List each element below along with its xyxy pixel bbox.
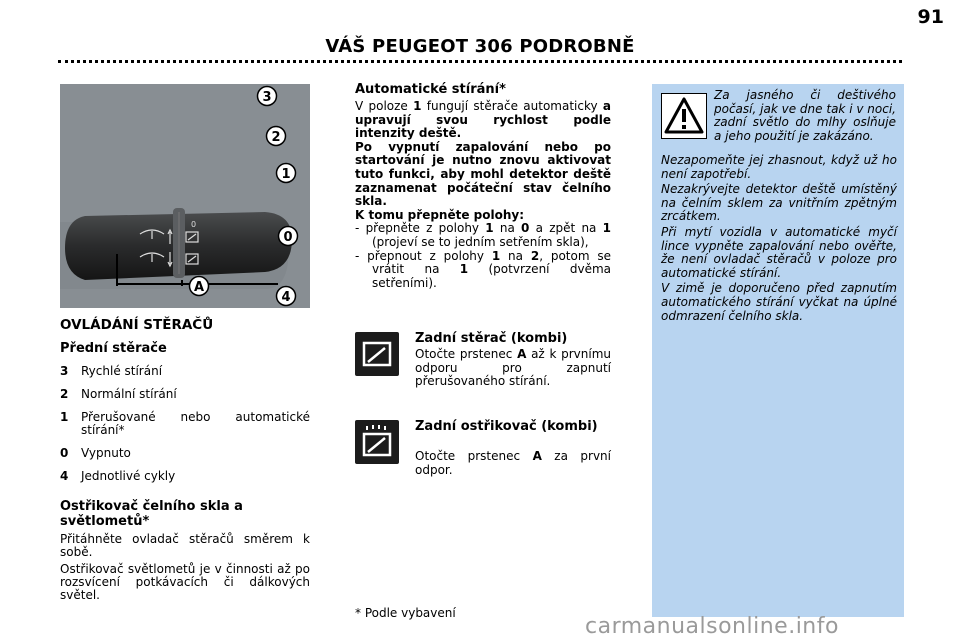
washer-heading: Ostřikovač čelního skla a světlometů*: [60, 499, 243, 529]
position-item: [60, 388, 310, 401]
wiper-stalk-diagram: [60, 84, 310, 308]
automatic-paragraph-3: K tomu přepněte polohy:: [355, 207, 525, 222]
footnote: * Podle vybavení: [355, 606, 456, 620]
callout-3: 3: [262, 90, 272, 105]
rear-washer-text: Otočte prstenec A za první odpor.: [415, 449, 611, 477]
position-item: [60, 365, 310, 378]
automatic-paragraph-2: Po vypnutí zapalování nebo po startování je nutno znovu aktivovat tuto funkci, aby mohl detektor deště zaznamenat počáteční stav čelního skla.: [355, 139, 611, 209]
position-text: Vypnuto: [81, 446, 131, 460]
warning-text-1: Za jasného či deštivého počasí, jak ve dne tak i v noci, zadní světlo do mlhy oslňuje a jeho použití je zakázáno.: [714, 88, 896, 143]
position-text: Normální stírání: [81, 387, 177, 401]
position-item: [60, 447, 310, 460]
position-number: 1: [60, 410, 69, 424]
warning-text-2: Nezapomeňte jej zhasnout, když už ho není zapotřebí.: [661, 153, 897, 181]
rear-washer-icon: [355, 420, 399, 464]
callout-2: 2: [271, 130, 281, 145]
position-item: [60, 470, 310, 483]
position-text: Rychlé stírání: [81, 364, 163, 378]
callout-1: 1: [281, 167, 291, 182]
warning-text-3: Nezakrývejte detektor deště umístěný na čelním sklem za vnitřním zpětným zrcátkem.: [661, 182, 897, 224]
wiper-controls-heading: OVLÁDÁNÍ STĚRAČŮ: [60, 317, 214, 333]
rear-washer-heading: Zadní ostřikovač (kombi): [415, 419, 598, 434]
automatic-paragraph-1: V poloze 1 fungují stěrače automaticky a upravují svou rychlost podle intenzity deště.: [355, 99, 612, 141]
washer-paragraph-1: Přitáhněte ovladač stěračů směrem k sobě.: [60, 532, 310, 559]
list-item: - přepnout z polohy 1 na 2, potom se vrátit na 1 (potvrzení dvěma setřeními).: [355, 248, 611, 290]
warning-icon: [661, 93, 707, 139]
position-number: 0: [60, 446, 69, 460]
position-text: Jednotlivé cykly: [81, 469, 176, 483]
warning-text-4: Při mytí vozidla v automatické myčí lince vypněte zapalování nebo ověřte, že není ovladač stěračů v poloze pro automatické stírání.: [661, 224, 897, 280]
title-divider: [58, 60, 902, 63]
page-number: 91: [917, 6, 944, 28]
automatic-wiping-heading: Automatické stírání*: [355, 82, 506, 97]
position-number: 2: [60, 387, 69, 401]
position-number: 3: [60, 364, 69, 378]
callout-4: 4: [281, 290, 291, 305]
position-item: [60, 411, 310, 437]
stalk-zero-mark: 0: [191, 220, 197, 229]
warning-text-5: V zimě je doporučeno před zapnutím automatického stírání vyčkat na úplné odmrazení čelního skla.: [661, 281, 897, 323]
callout-a: A: [193, 280, 205, 295]
front-wipers-heading: Přední stěrače: [60, 341, 167, 356]
callout-0: 0: [283, 230, 293, 245]
warning-panel: [652, 84, 904, 617]
washer-paragraph-2: Ostřikovač světlometů je v činnosti až po rozsvícení potkávacích či dálkových světel.: [60, 562, 310, 602]
rear-wiper-heading: Zadní stěrač (kombi): [415, 331, 568, 346]
watermark: carmanualsonline.info: [585, 614, 839, 639]
position-text: Přerušované nebo automatické stírání*: [81, 410, 310, 437]
automatic-wiping-section: [355, 82, 611, 290]
rear-wiper-icon: [355, 332, 399, 376]
list-item: - přepněte z polohy 1 na 0 a zpět na 1 (projeví se to jedním setřením skla),: [355, 221, 611, 249]
warning-text-rest: [661, 154, 897, 325]
wiper-stalk-illustration: [60, 84, 310, 308]
reset-steps-list: [355, 222, 611, 290]
position-number: 4: [60, 469, 69, 483]
page-title: VÁŠ PEUGEOT 306 PODROBNĚ: [325, 36, 635, 57]
wiper-controls-section: [60, 318, 310, 606]
rear-wiper-text: Otočte prstenec A až k prvnímu odporu pro zapnutí přerušovaného stírání.: [415, 347, 611, 389]
